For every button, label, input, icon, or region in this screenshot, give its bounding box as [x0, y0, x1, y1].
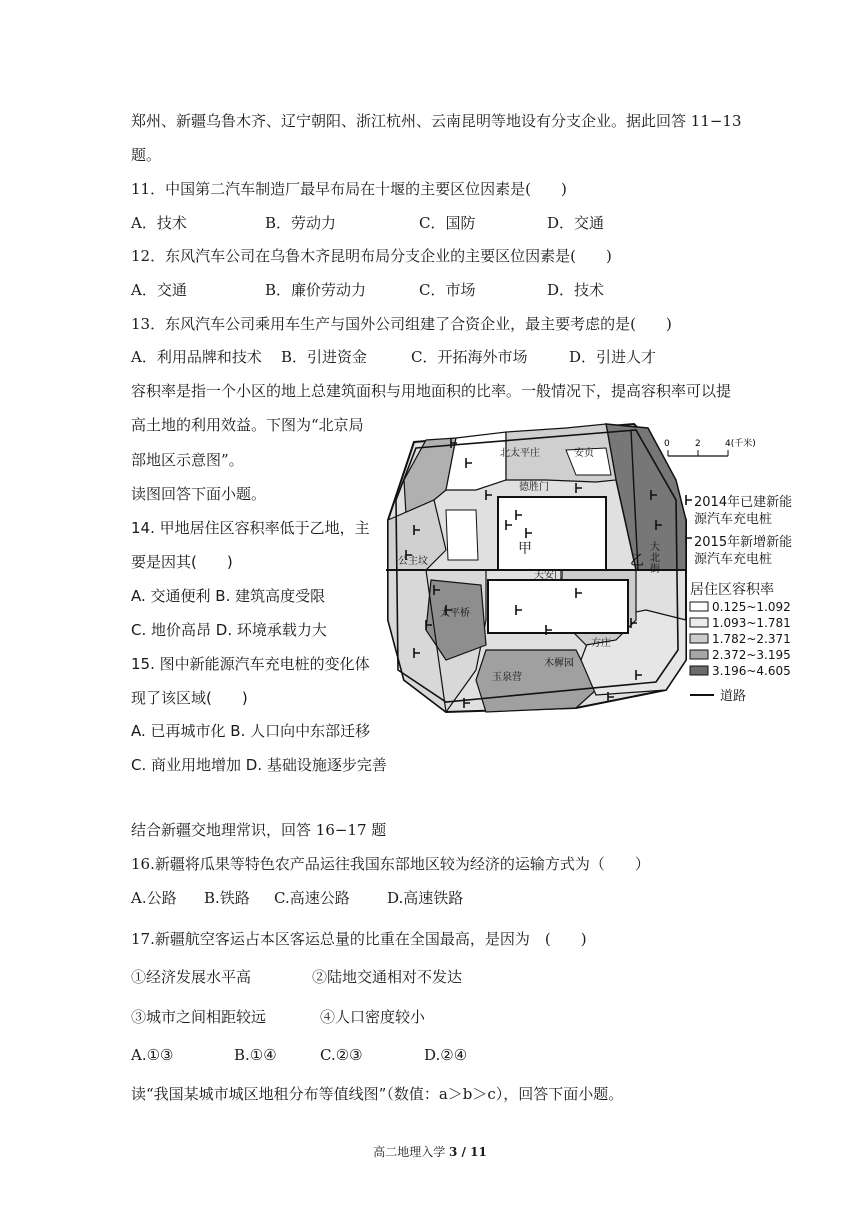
intro-line: 郑州、新疆乌鲁木齐、辽宁朝阳、浙江杭州、云南昆明等地设有分支企业。据此回答 11−13 [131, 112, 742, 130]
q17-statement-1: ①经济发展水平高 [131, 968, 252, 986]
question-15-stem-2: 现了该区域( ) [131, 689, 248, 707]
legend-far-class: 3.196~4.605 [712, 664, 791, 678]
scale-tick-0: 0 [664, 439, 670, 449]
legend-swatch [690, 602, 708, 611]
q14-options-ab: A. 交通便利 B. 建筑高度受限 [131, 587, 326, 605]
scale-tick-4: 4(千米) [725, 439, 756, 449]
q17-option-d: D.②④ [424, 1046, 468, 1064]
q17-option-a: A.①③ [131, 1046, 174, 1064]
legend-2014-line1: 2014年已建新能 [694, 495, 793, 510]
legend-swatch [690, 666, 708, 675]
scale-tick-2: 2 [695, 439, 701, 449]
question-12-stem: 12．东风汽车公司在乌鲁木齐昆明布局分支企业的主要区位因素是( ) [131, 247, 612, 265]
label-dabeijie: 大北街 [650, 542, 660, 575]
label-beitaipingzhuang: 北太平庄 [500, 448, 540, 459]
intro-line-end: 题。 [131, 146, 162, 164]
q16-option-b: B.铁路 [204, 889, 250, 907]
q17-statement-2: ②陆地交通相对不发达 [312, 968, 463, 986]
q11-option-d: D．交通 [547, 214, 605, 232]
passage-line-4: 读图回答下面小题。 [131, 485, 267, 503]
q17-option-b: B.①④ [234, 1046, 277, 1064]
q12-option-b: B．廉价劳动力 [265, 281, 367, 299]
q11-option-b: B．劳动力 [265, 214, 337, 232]
passage-line-2: 高土地的利用效益。下图为“北京局 [131, 416, 364, 434]
question-17-stem: 17.新疆航空客运占本区客运总量的比重在全国最高，是因为 ( ) [131, 930, 587, 948]
scale-bar [664, 437, 756, 456]
legend-far-class: 2.372~3.195 [712, 648, 791, 662]
footer-title: 高二地理入学 [373, 1145, 450, 1159]
q16-option-a: A.公路 [131, 889, 177, 907]
q12-option-a: A．交通 [131, 281, 187, 299]
question-15-stem-1: 15. 图中新能源汽车充电桩的变化体 [131, 655, 370, 673]
label-anzhen: 安贞 [574, 448, 594, 459]
passage-line-1: 容积率是指一个小区的地上总建筑面积与用地面积的比率。一般情况下，提高容积率可以提 [131, 382, 732, 400]
section-16-17-intro: 结合新疆交地理常识，回答 16−17 题 [131, 821, 387, 839]
q16-option-d: D.高速铁路 [387, 889, 464, 907]
question-13-stem: 13．东风汽车公司乘用车生产与国外公司组建了合资企业，最主要考虑的是( ) [131, 315, 672, 333]
q14-options-cd: C. 地价高昂 D. 环境承载力大 [131, 621, 327, 639]
label-fangzhuang: 方庄 [591, 638, 611, 649]
q13-option-c: C．开拓海外市场 [411, 348, 528, 366]
label-deshengmen: 德胜门 [519, 482, 549, 493]
q13-option-b: B．引进资金 [281, 348, 368, 366]
q13-option-d: D．引进人才 [569, 348, 657, 366]
map-region [498, 497, 606, 570]
question-16-stem: 16.新疆将瓜果等特色农产品运往我国东部地区较为经济的运输方式为（ ） [131, 855, 650, 873]
page-footer [0, 1143, 860, 1160]
legend-swatch [690, 634, 708, 643]
map-region [488, 580, 628, 633]
q15-options-cd: C. 商业用地增加 D. 基础设施逐步完善 [131, 756, 387, 774]
question-11-stem: 11．中国第二汽车制造厂最早布局在十堰的主要区位因素是( ) [131, 180, 567, 198]
question-14-stem-1: 14. 甲地居住区容积率低于乙地，主 [131, 519, 370, 537]
q15-options-ab: A. 已再城市化 B. 人口向中东部迁移 [131, 722, 371, 740]
passage-line-3: 部地区示意图”。 [131, 451, 244, 469]
beijing-map-figure [386, 420, 801, 720]
q12-option-d: D．技术 [547, 281, 605, 299]
charging-2014-icon [686, 495, 692, 505]
legend-far-class: 1.093~1.781 [712, 616, 791, 630]
map-legend [686, 494, 792, 704]
label-gongzhufen: 公主坟 [398, 556, 428, 567]
label-jia: 甲 [518, 541, 532, 557]
q17-option-c: C.②③ [320, 1046, 363, 1064]
legend-swatch [690, 618, 708, 627]
legend-2015-line2: 源汽车充电桩 [694, 552, 773, 567]
label-tiananmen: 天安门 [534, 570, 564, 581]
legend-road: 道路 [720, 689, 747, 704]
footer-page-number: 3 / 11 [449, 1145, 487, 1159]
map-region [446, 510, 478, 560]
legend-2014-line2: 源汽车充电桩 [694, 512, 773, 527]
q13-option-a: A．利用品牌和技术 [131, 348, 262, 366]
legend-far-class: 1.782~2.371 [712, 632, 791, 646]
label-taipingqiao: 太平桥 [440, 608, 470, 619]
q16-option-c: C.高速公路 [274, 889, 350, 907]
q17-statement-4: ④人口密度较小 [320, 1008, 426, 1026]
next-section-intro: 读“我国某城市城区地租分布等值线图”（数值：a＞b＞c），回答下面小题。 [131, 1085, 624, 1103]
question-14-stem-2: 要是因其( ) [131, 553, 233, 571]
label-muxiyuan: 木樨园 [544, 658, 574, 669]
q11-option-a: A．技术 [131, 214, 187, 232]
label-yuquanying: 玉泉营 [492, 672, 522, 683]
label-yi: 乙 [630, 553, 644, 569]
legend-far-title: 居住区容积率 [690, 582, 774, 598]
legend-2015-line1: 2015年新增新能 [694, 535, 793, 550]
legend-far-class: 0.125~1.092 [712, 600, 791, 614]
legend-swatch [690, 650, 708, 659]
q17-statement-3: ③城市之间相距较远 [131, 1008, 267, 1026]
q12-option-c: C．市场 [419, 281, 476, 299]
q11-option-c: C．国防 [419, 214, 476, 232]
